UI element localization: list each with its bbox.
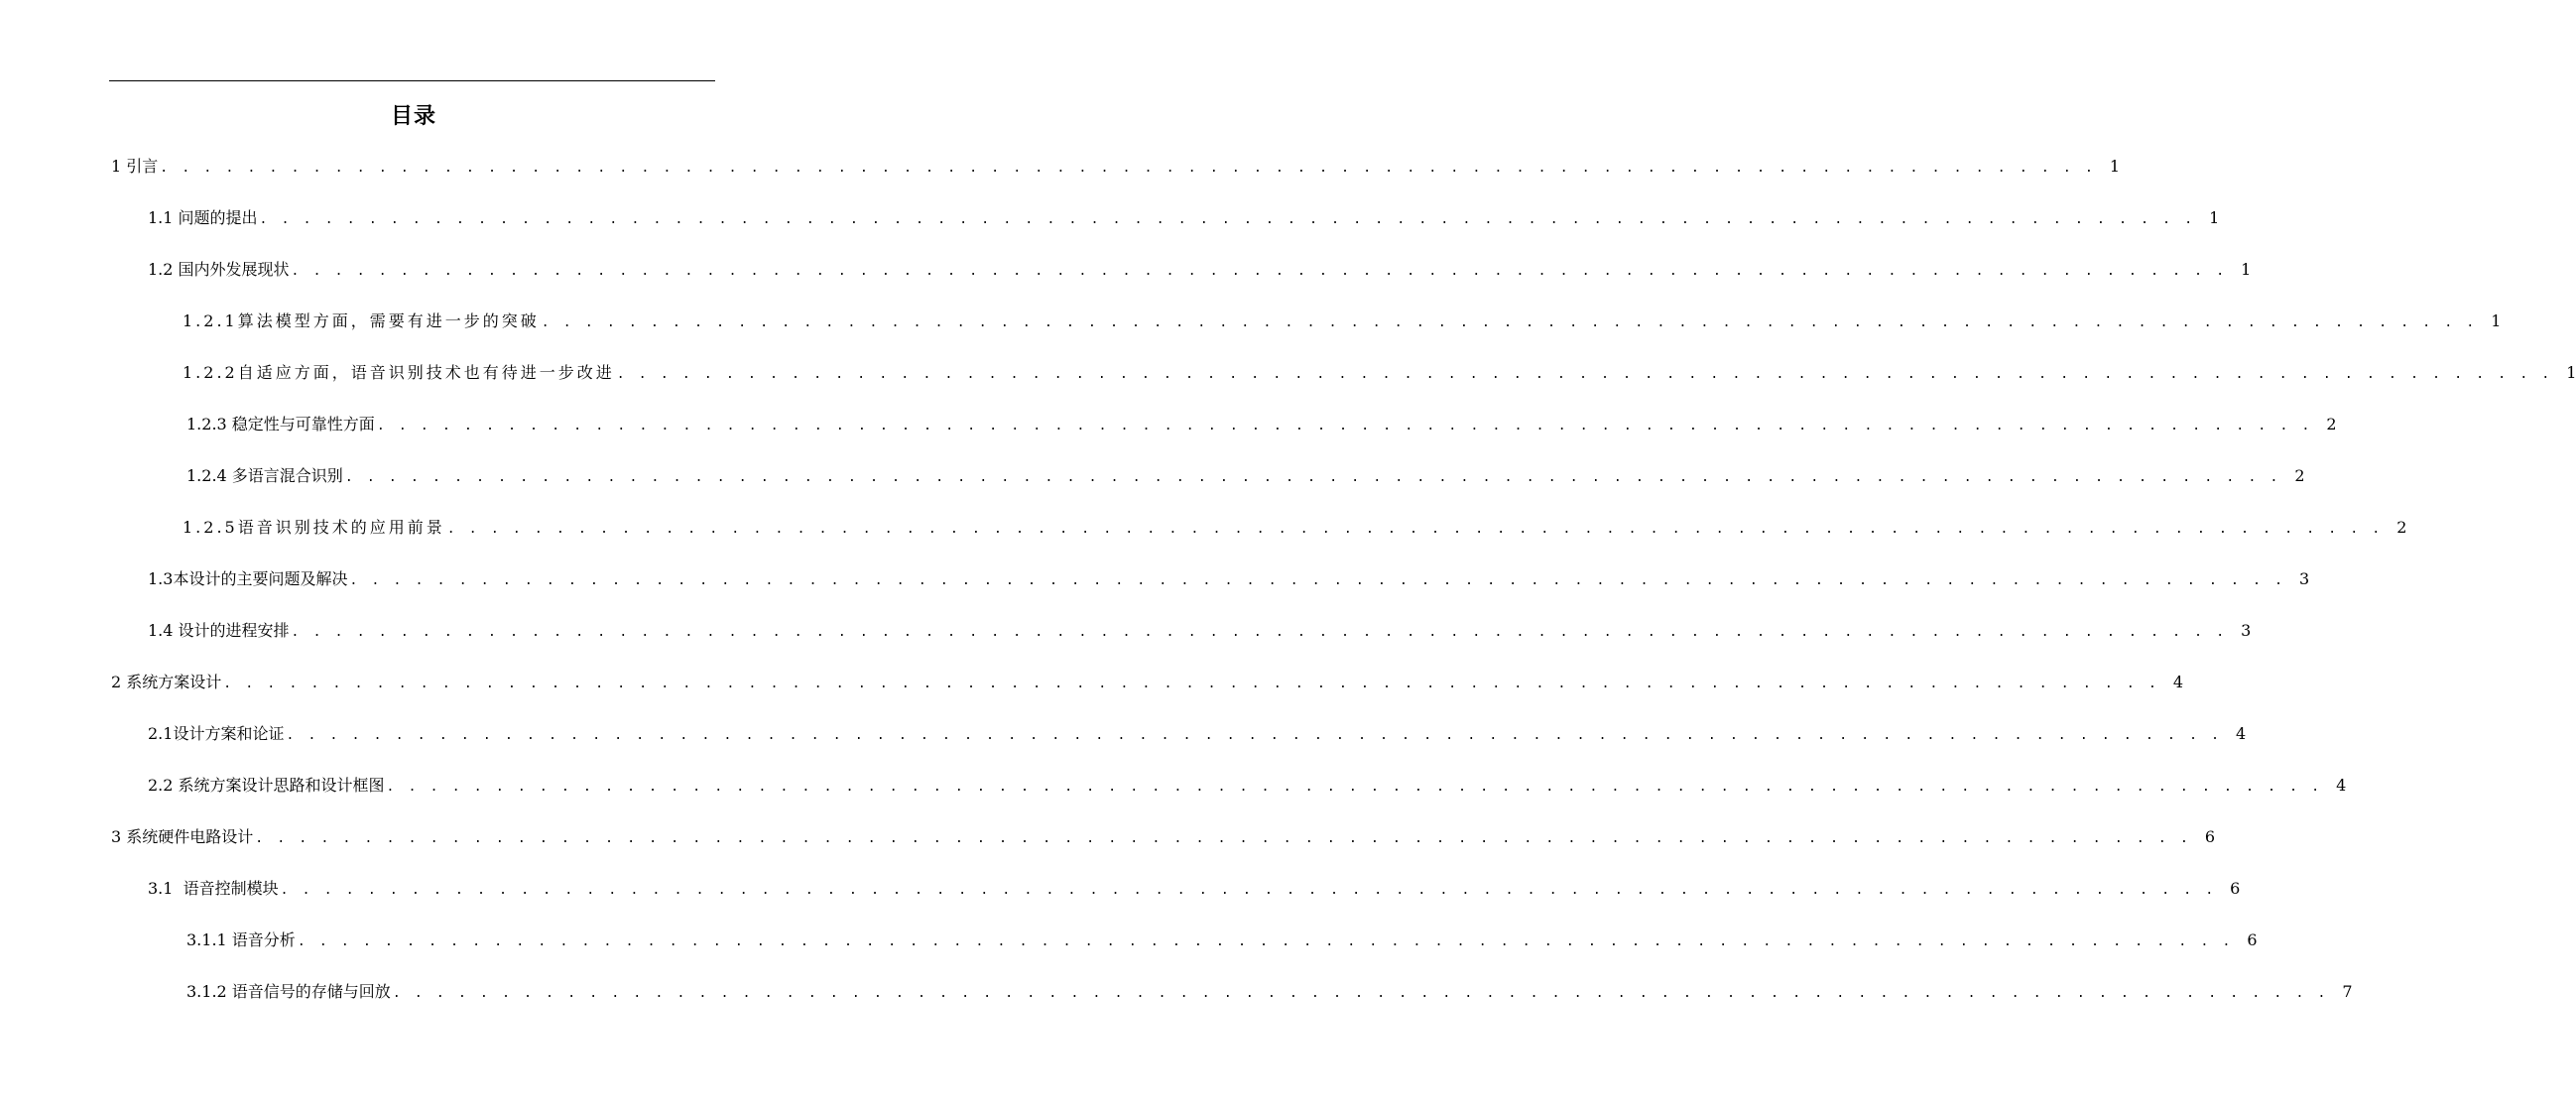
toc-entry[interactable]: [186, 464, 2305, 488]
toc-entry[interactable]: [148, 258, 2252, 282]
toc-entry[interactable]: [111, 671, 2183, 694]
toc-entry-text: 1.2.1算法模型方面，需要有进一步的突破: [183, 311, 540, 330]
toc-entry[interactable]: [183, 516, 2407, 540]
toc-leader: . . . . . . . . . . . . . . . . . . . . . . . . . . . . . . . . . . . . . . . . . . . . . . . . . . . . . . . . . . . . . . . . . . . . . . . . . . . . . . . . . . . . . . . . .: [386, 780, 2323, 795]
toc-leader: . . . . . . . . . . . . . . . . . . . . . . . . . . . . . . . . . . . . . . . . . . . . . . . . . . . . . . . . . . . . . . . . . . . . . . . . . . . . . . . . . . . . . . . . .: [291, 264, 2228, 279]
toc-entry-text: 1.4 设计的进程安排: [148, 621, 290, 640]
toc-title: 目录: [390, 104, 436, 129]
toc-entry-text: 3 系统硬件电路设计: [111, 827, 254, 846]
toc-page-number: 3: [2241, 621, 2252, 640]
toc-leader: . . . . . . . . . . . . . . . . . . . . . . . . . . . . . . . . . . . . . . . . . . . . . . . . . . . . . . . . . . . . . . . . . . . . . . . . . . . . . . . . . . . . . . . . .: [280, 883, 2217, 898]
toc-entry-text: 1.1 问题的提出: [148, 208, 258, 227]
toc-page-number: 6: [2230, 879, 2241, 898]
toc-page-number: 1: [2491, 311, 2502, 330]
toc-page-number: 2: [2294, 466, 2305, 485]
toc-leader: . . . . . . . . . . . . . . . . . . . . . . . . . . . . . . . . . . . . . . . . . . . . . . . . . . . . . . . . . . . . . . . . . . . . . . . . . . . . . . . . . . . . . . . . .: [376, 419, 2313, 433]
toc-leader: . . . . . . . . . . . . . . . . . . . . . . . . . . . . . . . . . . . . . . . . . . . . . . . . . . . . . . . . . . . . . . . . . . . . . . . . . . . . . . . . . . . . . . . . .: [344, 470, 2281, 485]
toc-entry-text: 1 引言: [111, 157, 159, 176]
toc-leader: . . . . . . . . . . . . . . . . . . . . . . . . . . . . . . . . . . . . . . . . . . . . . . . . . . . . . . . . . . . . . . . . . . . . . . . . . . . . . . . . . . . . . . . . .: [286, 728, 2223, 743]
toc-entry-text: 3.1.1 语音分析: [186, 930, 296, 949]
toc-leader: . . . . . . . . . . . . . . . . . . . . . . . . . . . . . . . . . . . . . . . . . . . . . . . . . . . . . . . . . . . . . . . . . . . . . . . . . . . . . . . . . . . . . . . . .: [297, 934, 2234, 949]
toc-entry[interactable]: [148, 774, 2347, 798]
toc-page-number: 1: [2109, 157, 2120, 176]
toc-entry-text: 2.1设计方案和论证: [148, 724, 285, 743]
toc-leader: . . . . . . . . . . . . . . . . . . . . . . . . . . . . . . . . . . . . . . . . . . . . . . . . . . . . . . . . . . . . . . . . . . . . . . . . . . . . . . . . . . . . . . . . .: [541, 315, 2478, 330]
toc-leader: . . . . . . . . . . . . . . . . . . . . . . . . . . . . . . . . . . . . . . . . . . . . . . . . . . . . . . . . . . . . . . . . . . . . . . . . . . . . . . . . . . . . . . . . .: [291, 625, 2228, 640]
toc-page-number: 7: [2342, 982, 2353, 1001]
toc-entry[interactable]: [148, 206, 2220, 230]
toc-entry-text: 3.1.2 语音信号的存储与回放: [186, 982, 391, 1001]
toc-entry-text: 2.2 系统方案设计思路和设计框图: [148, 776, 385, 795]
toc-page-number: 3: [2298, 569, 2310, 588]
toc-entry[interactable]: [183, 309, 2502, 333]
toc-leader: . . . . . . . . . . . . . . . . . . . . . . . . . . . . . . . . . . . . . . . . . . . . . . . . . . . . . . . . . . . . . . . . . . . . . . . . . . . . . . . . . . . . . . . . .: [259, 212, 2196, 227]
toc-page-number: 6: [2247, 930, 2258, 949]
toc-entry-text: 1.2.2自适应方面，语音识别技术也有待进一步改进: [183, 363, 615, 382]
toc-leader: . . . . . . . . . . . . . . . . . . . . . . . . . . . . . . . . . . . . . . . . . . . . . . . . . . . . . . . . . . . . . . . . . . . . . . . . . . . . . . . . . . . . . . . . .: [255, 831, 2191, 846]
toc-entry-text: 1.2.4 多语言混合识别: [186, 466, 343, 485]
toc-page-number: 2: [2396, 518, 2407, 537]
toc-leader: . . . . . . . . . . . . . . . . . . . . . . . . . . . . . . . . . . . . . . . . . . . . . . . . . . . . . . . . . . . . . . . . . . . . . . . . . . . . . . . . . . . . . . . . .: [616, 367, 2553, 382]
toc-entry-text: 3.1 语音控制模块: [148, 879, 279, 898]
toc-entry[interactable]: [111, 825, 2215, 849]
toc-leader: . . . . . . . . . . . . . . . . . . . . . . . . . . . . . . . . . . . . . . . . . . . . . . . . . . . . . . . . . . . . . . . . . . . . . . . . . . . . . . . . . . . . . . . . .: [349, 573, 2286, 588]
toc-page-number: 1: [2209, 208, 2220, 227]
toc-entry[interactable]: [148, 619, 2252, 643]
toc-page-number: 4: [2172, 673, 2183, 691]
toc-entry[interactable]: [186, 928, 2258, 952]
toc-entry-text: 1.2.5语音识别技术的应用前景: [183, 518, 445, 537]
toc-page-number: 4: [2336, 776, 2347, 795]
toc-entry-text: 1.3本设计的主要问题及解决: [148, 569, 348, 588]
toc-entry[interactable]: [148, 567, 2310, 591]
toc-page-number: 6: [2204, 827, 2215, 846]
toc-entry[interactable]: [186, 980, 2353, 1004]
toc-entry-text: 1.2 国内外发展现状: [148, 260, 290, 279]
toc-entry-text: 2 系统方案设计: [111, 673, 222, 691]
toc-page-number: 2: [2326, 415, 2337, 433]
toc-leader: . . . . . . . . . . . . . . . . . . . . . . . . . . . . . . . . . . . . . . . . . . . . . . . . . . . . . . . . . . . . . . . . . . . . . . . . . . . . . . . . . . . . . . . . .: [446, 522, 2384, 537]
toc-entry[interactable]: [111, 155, 2120, 179]
toc-entry[interactable]: [186, 413, 2337, 436]
toc-entry[interactable]: [148, 877, 2241, 901]
toc-entry-text: 1.2.3 稳定性与可靠性方面: [186, 415, 375, 433]
toc-page-number: 4: [2235, 724, 2247, 743]
toc-leader: . . . . . . . . . . . . . . . . . . . . . . . . . . . . . . . . . . . . . . . . . . . . . . . . . . . . . . . . . . . . . . . . . . . . . . . . . . . . . . . . . . . . . . . . .: [160, 161, 2096, 176]
toc-page-number: 1: [2241, 260, 2252, 279]
toc-entry[interactable]: [148, 722, 2247, 746]
toc-page-number: 1: [2566, 363, 2576, 382]
toc-leader: . . . . . . . . . . . . . . . . . . . . . . . . . . . . . . . . . . . . . . . . . . . . . . . . . . . . . . . . . . . . . . . . . . . . . . . . . . . . . . . . . . . . . . . . .: [223, 677, 2159, 691]
toc-entry[interactable]: [183, 361, 2576, 385]
toc-leader: . . . . . . . . . . . . . . . . . . . . . . . . . . . . . . . . . . . . . . . . . . . . . . . . . . . . . . . . . . . . . . . . . . . . . . . . . . . . . . . . . . . . . . . . .: [392, 986, 2329, 1001]
